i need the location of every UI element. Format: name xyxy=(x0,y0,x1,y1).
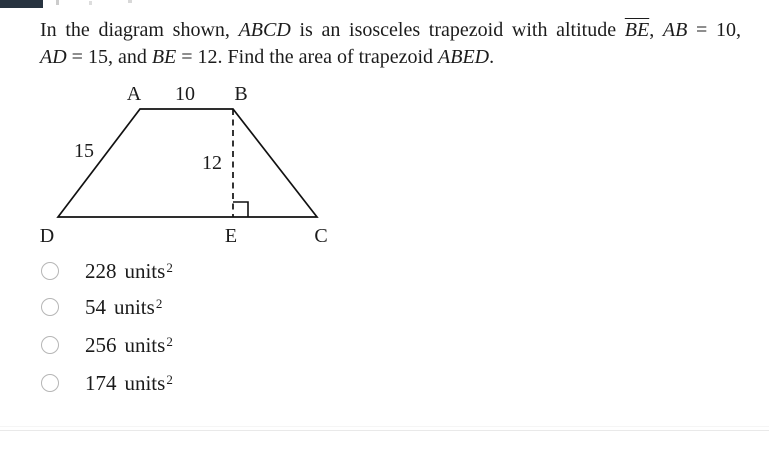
trapezoid-diagram xyxy=(30,78,370,253)
answer-option-label xyxy=(85,371,173,396)
answer-option-4[interactable] xyxy=(41,372,173,394)
var-abcd: ABCD xyxy=(238,19,291,41)
cropped-text-remnant xyxy=(56,0,59,5)
problem-line-2 xyxy=(40,44,741,71)
problem-text: . xyxy=(489,46,495,68)
answer-unit: units xyxy=(124,370,166,395)
problem-text: is an isosceles trapezoid with altitude xyxy=(290,19,625,41)
label-left-side-length: 15 xyxy=(74,140,94,162)
cropped-text-remnant xyxy=(128,0,132,3)
problem-text: , xyxy=(649,19,663,41)
bottom-divider xyxy=(0,430,769,431)
problem-text: = 12. Find the area of trapezoid xyxy=(176,46,439,68)
var-be-overline: $\overline{BE}$ xyxy=(624,19,650,41)
label-vertex-c: C xyxy=(314,225,328,247)
label-vertex-a: A xyxy=(126,83,142,105)
label-vertex-b: B xyxy=(234,83,248,105)
var-abed: ABED xyxy=(438,46,490,68)
problem-text: In the diagram shown, xyxy=(40,19,239,41)
answer-unit: units xyxy=(124,332,166,357)
label-foot-e: E xyxy=(224,225,238,247)
label-vertex-d: D xyxy=(39,225,55,247)
answer-unit-exponent: 2 xyxy=(155,295,163,311)
answer-unit-exponent: 2 xyxy=(166,371,173,387)
problem-text: = 10, xyxy=(687,19,741,41)
problem-line-1 xyxy=(40,17,741,44)
problem-statement xyxy=(40,17,741,71)
trapezoid-outline xyxy=(58,109,317,217)
radio-button[interactable] xyxy=(41,374,59,392)
radio-button[interactable] xyxy=(41,262,59,280)
answer-option-label xyxy=(85,259,173,284)
label-top-side-length: 10 xyxy=(175,83,195,105)
cropped-text-remnant xyxy=(89,1,92,5)
right-angle-mark xyxy=(233,202,248,217)
radio-button[interactable] xyxy=(41,298,59,316)
label-altitude-length: 12 xyxy=(202,152,222,174)
answer-value: 54 xyxy=(85,294,106,319)
window-chrome-fragment xyxy=(0,0,43,8)
answer-option-3[interactable] xyxy=(41,334,173,356)
answer-value: 174 xyxy=(85,370,117,395)
var-ad: AD xyxy=(40,46,67,68)
answer-option-1[interactable] xyxy=(41,260,173,282)
answer-unit: units xyxy=(124,258,166,283)
answer-unit-exponent: 2 xyxy=(166,333,173,349)
radio-button[interactable] xyxy=(41,336,59,354)
answer-value: 228 xyxy=(85,258,117,283)
problem-text: = 15, and xyxy=(66,46,152,68)
bottom-divider-soft xyxy=(0,426,769,427)
var-be: BE xyxy=(151,46,177,68)
answer-unit: units xyxy=(113,294,155,319)
answer-option-label xyxy=(85,333,173,358)
answer-value: 256 xyxy=(85,332,117,357)
answer-option-label xyxy=(85,295,162,320)
answer-unit-exponent: 2 xyxy=(166,259,173,275)
var-ab: AB xyxy=(662,19,688,41)
answer-option-2[interactable] xyxy=(41,296,162,318)
